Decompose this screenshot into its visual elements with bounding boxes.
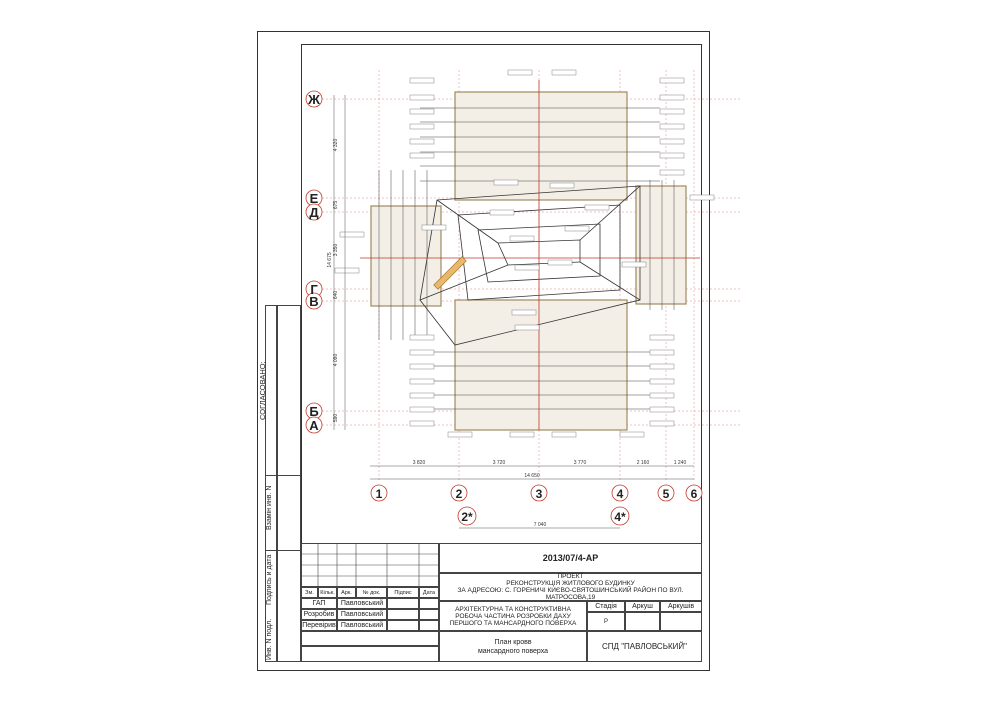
section-description: [439, 601, 587, 631]
dim-vertical: 3 350: [333, 243, 339, 257]
dim-bottom: 3 720: [492, 460, 506, 466]
approval-label: СОГЛАСОВАНО:: [258, 361, 267, 420]
dim-star: 7 040: [533, 522, 547, 528]
axis-number: 4: [616, 487, 624, 501]
revision-grid: [301, 543, 439, 587]
stage-header: Стадія: [587, 601, 625, 612]
dim-bottom: 3 770: [573, 460, 587, 466]
sign-cell: [387, 598, 419, 609]
dim-vertical: 640: [333, 290, 339, 300]
axis-letter: Ж: [308, 92, 320, 107]
dim-bottom: 3 820: [412, 460, 426, 466]
sheet-value: [625, 612, 660, 631]
dim-total: 14 650: [524, 473, 540, 479]
axis-letter: Е: [309, 191, 319, 206]
date-cell: [419, 609, 439, 620]
sign-date-label: Подпись и дата: [266, 554, 273, 605]
project-description: [439, 573, 702, 601]
axis-letter: Д: [309, 205, 319, 220]
sheet-header: Аркуш: [625, 601, 660, 612]
axis-star: 2*: [461, 510, 473, 524]
axis-letter-bubbles: [306, 91, 322, 433]
axis-letter: А: [309, 418, 319, 433]
axis-letter: Б: [309, 404, 319, 419]
sheets-value: [660, 612, 702, 631]
role-cell: Розробив: [301, 609, 337, 620]
replace-inv-label: Взамін инв. N: [266, 485, 273, 530]
dim-vertical: 675: [333, 200, 339, 210]
blank-cell: [301, 631, 439, 646]
header-cell: Зм.: [301, 587, 318, 598]
sign-cell: [387, 609, 419, 620]
date-cell: [419, 620, 439, 631]
dim-bottom: 1 240: [673, 460, 687, 466]
dim-vertical: 4 090: [333, 353, 339, 367]
axis-number: 3: [535, 487, 543, 501]
axis-star: 4*: [614, 510, 626, 524]
blank-cell: [301, 646, 439, 662]
name-cell: Павловський: [337, 598, 387, 609]
sheets-header: Аркушів: [660, 601, 702, 612]
role-cell: Перевірив: [301, 620, 337, 631]
name-cell: Павловський: [337, 609, 387, 620]
axis-number: 1: [375, 487, 383, 501]
dim-vertical: 14 675: [327, 252, 333, 268]
axis-letter: В: [309, 294, 319, 309]
name-cell: Павловський: [337, 620, 387, 631]
header-cell: Арк.: [337, 587, 356, 598]
header-cell: Кільк.: [318, 587, 337, 598]
inv-orig-label: Инв. N подл.: [266, 618, 273, 660]
header-cell: Дата: [419, 587, 439, 598]
project-line: РЕКОНСТРУКЦІЯ ЖИТЛОВОГО БУДИНКУ: [506, 580, 635, 587]
header-cell: Підпис: [387, 587, 419, 598]
stage-value: Р: [587, 612, 625, 631]
section-line: АРХІТЕКТУРНА ТА КОНСТРУКТИВНА: [455, 605, 571, 613]
dim-vertical: 4 320: [333, 138, 339, 152]
sheet-title-line: План кровв: [494, 638, 532, 646]
company-name: СПД "ПАВЛОВСЬКИЙ": [587, 631, 702, 662]
dim-vertical: 590: [333, 413, 339, 423]
sign-cell: [387, 620, 419, 631]
axis-letter: Г: [310, 282, 318, 297]
section-line: РОБОЧА ЧАСТИНА РОЗРОБКИ ДАХУ: [455, 612, 571, 620]
date-cell: [419, 598, 439, 609]
section-line: ПЕРШОГО ТА МАНСАРДНОГО ПОВЕРХА: [449, 619, 577, 627]
axis-number: 2: [455, 487, 463, 501]
header-cell: № док.: [356, 587, 387, 598]
axis-number: 6: [690, 487, 698, 501]
project-line: ПРОЕКТ: [557, 573, 584, 580]
project-line: ЗА АДРЕСОЮ: С. ГОРЕНИЧІ КИЄВО-СВЯТОШИНСЬКИЙ РАЙОН ПО ВУЛ. МАТРОСОВА,19: [457, 587, 684, 601]
drawing-code: 2013/07/4-АР: [439, 543, 702, 573]
dim-bottom: 2 160: [636, 460, 650, 466]
axis-number: 5: [662, 487, 670, 501]
sheet-title: [439, 631, 587, 662]
sheet-title-line: мансардного поверха: [477, 647, 549, 655]
role-cell: ГАП: [301, 598, 337, 609]
